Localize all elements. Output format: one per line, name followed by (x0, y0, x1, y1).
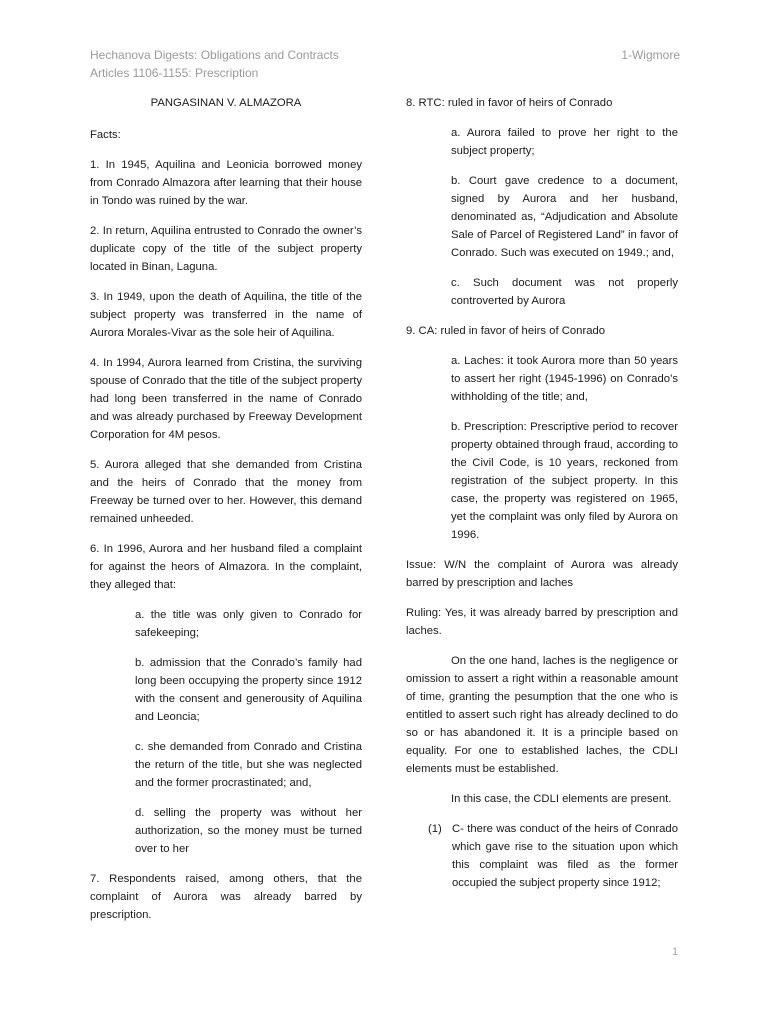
fact-8b: b. Court gave credence to a document, signed by Aurora and her husband, denominated as, “Adjudication and Absolute Sale of Parcel of Registered Land” in favor of Conrado. Such was executed on 1949.; and, (451, 175, 678, 259)
ruling (406, 604, 678, 640)
list-item-text: C- there was conduct of the heirs of Conrado which gave rise to the situation upon which this complaint was filed as the former occupied the subject property since 1912; (452, 823, 678, 889)
left-column (90, 94, 362, 936)
fact-8: 8. RTC: ruled in favor of heirs of Conrado (406, 97, 613, 109)
header-subtitle: Articles 1106-1155: Prescription (90, 66, 259, 80)
fact-9b: b. Prescription: Prescriptive period to recover property obtained through fraud, according to the Civil Code, is 10 years, reckoned from registration of the subject property. In this case, the property was registered on 1965, yet the complaint was only filed by Aurora on 1996. (451, 421, 678, 541)
fact-8a: a. Aurora failed to prove her right to the subject property; (451, 127, 678, 157)
fact-6d: d. selling the property was without her authorization, so the money must be turned over to her (135, 807, 362, 855)
fact-6c: c. she demanded from Conrado and Cristina the return of the title, but she was neglected and the former procrastinated; and, (135, 741, 362, 789)
ruling-text: Yes, it was already barred by prescription and laches. (406, 607, 678, 637)
fact-6: 6. In 1996, Aurora and her husband filed a complaint for against the heors of Almazora. In the complaint, they alleged that: (90, 543, 362, 591)
fact-8c: c. Such document was not properly controverted by Aurora (451, 277, 678, 307)
fact-5: 5. Aurora alleged that she demanded from Cristina and the heirs of Conrado that the money from Freeway be turned over to her. However, this demand remained unheeded. (90, 459, 362, 525)
ruling-label: Ruling: (406, 607, 442, 619)
header-title: Hechanova Digests: Obligations and Contracts (90, 48, 339, 62)
list-item (428, 820, 678, 892)
fact-9a: a. Laches: it took Aurora more than 50 years to assert her right (1945-1996) on Conrado’s withholding of the title; and, (451, 355, 678, 403)
issue (406, 556, 678, 592)
fact-6a: a. the title was only given to Conrado for safekeeping; (135, 609, 362, 639)
ruling-paragraph-2: In this case, the CDLI elements are present. (451, 793, 672, 805)
fact-9: 9. CA: ruled in favor of heirs of Conrado (406, 325, 606, 337)
ruling-paragraph-1: On the one hand, laches is the negligence or omission to assert a right within a reasonable amount of time, granting the pesumption that the one who is entitled to assert such right has already declined to do so or has abandoned it. It is a principle based on equality. For one to established laches, the CDLI elements must be established. (406, 655, 678, 775)
issue-label: Issue: (406, 559, 437, 571)
fact-7: 7. Respondents raised, among others, that the complaint of Aurora was already barred by prescription. (90, 873, 362, 921)
page-number: 1 (672, 946, 679, 958)
issue-text: W/N the complaint of Aurora was already barred by prescription and laches (406, 559, 678, 589)
case-title: PANGASINAN V. ALMAZORA (150, 97, 302, 109)
header-right: 1-Wigmore (621, 48, 680, 62)
fact-6b: b. admission that the Conrado’s family had long been occupying the property since 1912 with the consent and generousity of Aquilina and Leoncia; (135, 657, 362, 723)
facts-label: Facts: (90, 129, 121, 141)
fact-4: 4. In 1994, Aurora learned from Cristina, the surviving spouse of Conrado that the title of the subject property had long been transferred in the name of Conrado and was already purchased by Freeway Development Corporation for 4M pesos. (90, 357, 362, 441)
right-column (406, 94, 678, 892)
fact-1: 1. In 1945, Aquilina and Leonicia borrowed money from Conrado Almazora after learning that their house in Tondo was ruined by the war. (90, 159, 362, 207)
fact-2: 2. In return, Aquilina entrusted to Conrado the owner’s duplicate copy of the title of the subject property located in Binan, Laguna. (90, 225, 362, 273)
list-item-number: (1) (428, 823, 442, 835)
fact-3: 3. In 1949, upon the death of Aquilina, the title of the subject property was transferred in the name of Aurora Morales-Vivar as the sole heir of Aquilina. (90, 291, 362, 339)
page-header (90, 46, 680, 82)
